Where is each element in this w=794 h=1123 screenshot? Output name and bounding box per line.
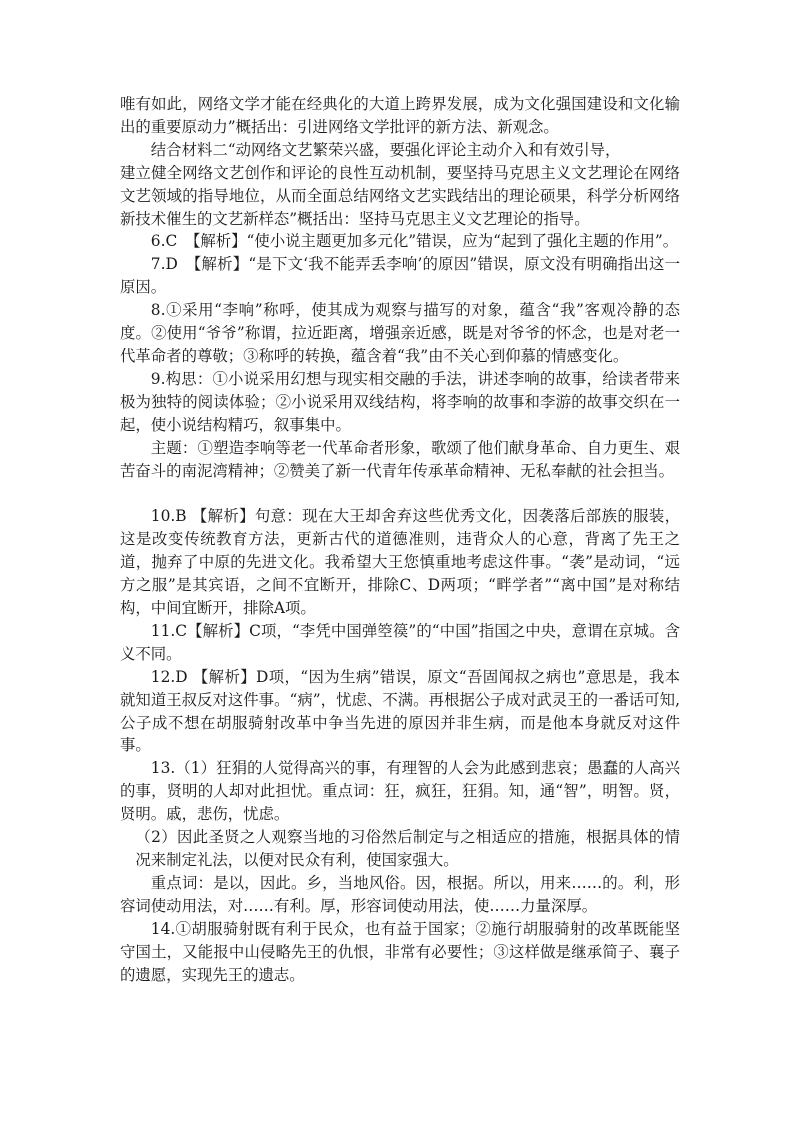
paragraph-material-two-cont: 建立健全网络文艺创作和评论的良性互动机制，要坚持马克思主义文艺理论在网络文艺领域的指导地位，从而全面总结网络文艺实践结出的理论硕果，科学分析网络新技术催生的文艺新样态”概括出：坚持马克思主义文艺理论的指导。: [120, 163, 680, 228]
answer-11: 11.C【解析】C项，“李凭中国弹箜篌”的“中国”指国之中央，意谓在京城。含义不同。: [120, 621, 680, 663]
answer-9-theme: 主题：①塑造李响等老一代革命者形象，歌颂了他们献身革命、自力更生、艰苦奋斗的南泥湾精神；②赞美了新一代青年传承革命精神、无私奉献的社会担当。: [120, 438, 680, 480]
answer-13-part-2: （2）因此圣贤之人观察当地的习俗然后制定与之相适应的措施，根据具体的情况来制定礼法，以便对民众有利，使国家强大。: [135, 828, 680, 869]
answer-12: 12.D 【解析】D项，“因为生病”错误，原文“吾固闻叔之病也”意思是，我本就知道王叔反对这件事。“病”，忧虑、不满。再根据公子成对武灵王的一番话可知,公子成不想在胡服骑射改革中争当先进的原因并非生病，而是他本身就反对这件事。: [120, 667, 680, 755]
answer-8: 8.①采用“李响”称呼，使其成为观察与描写的对象，蕴含“我”客观冷静的态度。②使用“爷爷”称谓，拉近距离，增强亲近感，既是对爷爷的怀念，也是对老一代革命者的尊敬；③称呼的转换，蕴含着“我”由不关心到仰慕的情感变化。: [120, 301, 680, 365]
paragraph-network-literature-end: 唯有如此，网络文学才能在经典化的大道上跨界发展，成为文化强国建设和文化输出的重要原动力”概括出：引进网络文学批评的新方法、新观念。: [120, 95, 680, 136]
answer-10: 10.B 【解析】句意：现在大王却舍弃这些优秀文化，因袭落后部族的服装，这是改变传统教育方法，更新古代的道德准则，违背众人的心意，背离了先王之道，抛弃了中原的先进文化。我希望大王您慎重地考虑这件事。“袭”是动词，“远方之服”是其宾语，之间不宜断开，排除C、D两项；“畔学者”“离中国”是对称结构，中间宜断开，排除A项。: [120, 507, 680, 618]
answer-7: 7.D 【解析】“是下文‘我不能弄丢李响’的原因”错误，原文没有明确指出这一原因。: [120, 255, 680, 297]
answer-14: 14.①胡服骑射既有利于民众，也有益于国家；②施行胡服骑射的改革既能坚守国土，又能报中山侵略先王的仇恨，非常有必要性；③这样做是继承简子、襄子的遗愿，实现先王的遗志。: [120, 919, 680, 984]
section-gap: [120, 482, 680, 505]
answer-13-part-1: 13.（1）狂狷的人觉得高兴的事，有理智的人会为此感到悲哀；愚蠢的人高兴的事，贤明的人却对此担忧。重点词：狂，疯狂，狂狷。知，通“智”，明智。贤，贤明。戚，悲伤，忧虑。: [120, 759, 680, 824]
answer-6: 6.C 【解析】“使小说主题更加多元化”错误，应为“起到了强化主题的作用”。: [150, 232, 679, 251]
document-page: [120, 93, 680, 986]
answer-9: 9.构思：①小说采用幻想与现实相交融的手法，讲述李响的故事，给读者带来极为独特的阅读体验；②小说采用双线结构，将李响的故事和李游的故事交织在一起，使小说结构精巧，叙事集中。: [120, 369, 680, 434]
answer-13-keywords: 重点词：是以，因此。乡，当地风俗。因，根据。所以，用来……的。利，形容词使动用法，对……有利。厚，形容词使动用法，使……力量深厚。: [120, 873, 680, 915]
paragraph-material-two: 结合材料二“动网络文艺繁荣兴盛，要强化评论主动介入和有效引导，: [150, 140, 621, 159]
